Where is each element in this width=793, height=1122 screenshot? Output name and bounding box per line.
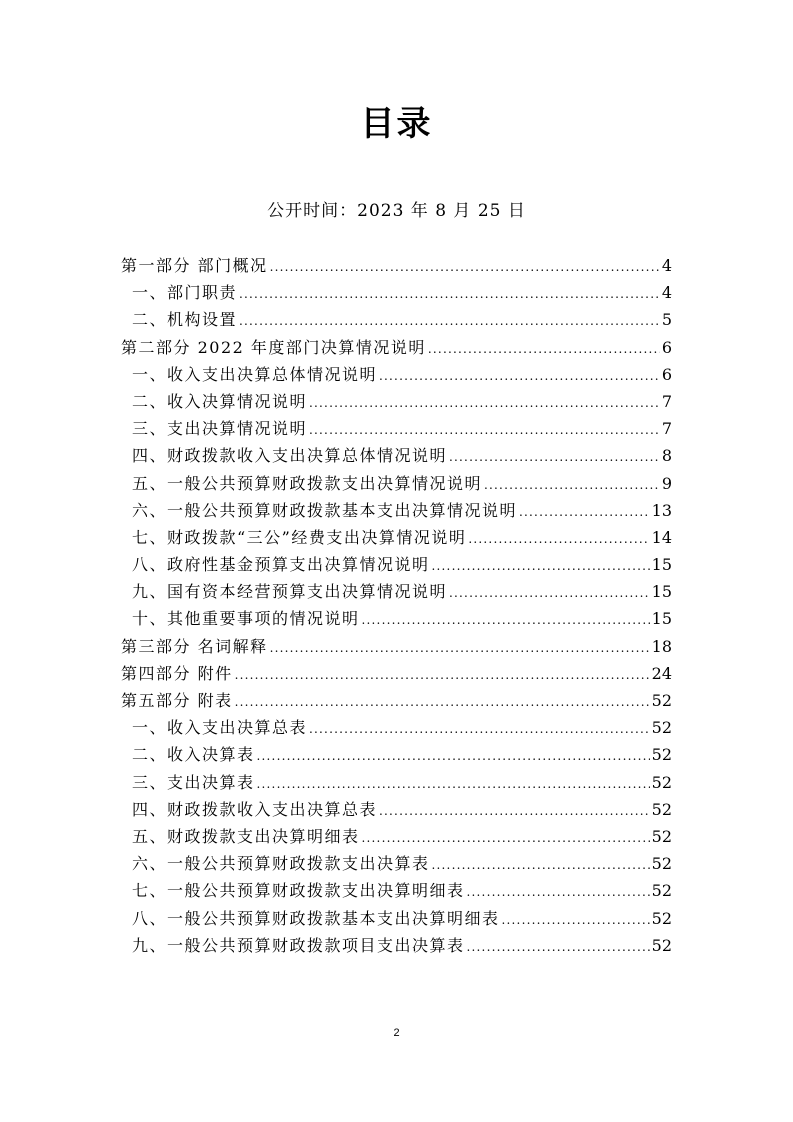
- toc-entry-page: 4: [661, 256, 672, 275]
- toc-dot-leader: [449, 582, 650, 601]
- toc-entry-page: 5: [661, 310, 672, 330]
- toc-entry-label: 五、财政拨款支出决算明细表: [132, 826, 360, 846]
- toc-dot-leader: [239, 283, 660, 302]
- toc-entry[interactable]: [121, 525, 672, 552]
- toc-dot-leader: [519, 501, 650, 520]
- toc-entry-label: 四、财政拨款收入支出决算总体情况说明: [132, 446, 448, 466]
- toc-dot-leader: [309, 718, 650, 737]
- toc-entry[interactable]: [121, 443, 672, 470]
- toc-entry-label: 八、政府性基金预算支出决算情况说明: [132, 555, 430, 575]
- page-number: 2: [393, 1027, 400, 1039]
- toc-entry-page: 52: [651, 718, 672, 738]
- toc-entry-label: 第二部分 2022 年度部门决算情况说明: [121, 337, 426, 357]
- toc-entry[interactable]: [121, 606, 672, 633]
- toc-entry-page: 52: [651, 854, 672, 874]
- toc-dot-leader: [270, 256, 660, 275]
- toc-entry[interactable]: [121, 851, 672, 878]
- toc-entry-label: 六、一般公共预算财政拨款基本支出决算情况说明: [132, 500, 518, 520]
- toc-entry[interactable]: [121, 362, 672, 389]
- toc-entry[interactable]: [121, 280, 672, 307]
- toc-entry[interactable]: [121, 498, 672, 525]
- toc-entry-page: 14: [651, 527, 672, 547]
- toc-entry-page: 13: [651, 500, 672, 520]
- toc-dot-leader: [432, 555, 650, 574]
- toc-dot-leader: [379, 365, 660, 384]
- toc-entry[interactable]: [121, 878, 672, 905]
- toc-entry-label: 第四部分 附件: [121, 663, 233, 683]
- toc-entry-label: 二、机构设置: [132, 310, 238, 330]
- toc-entry[interactable]: [121, 552, 672, 579]
- toc-dot-leader: [379, 800, 650, 819]
- toc-entry-label: 四、财政拨款收入支出决算总表: [132, 799, 378, 819]
- table-of-contents: [121, 253, 672, 960]
- toc-dot-leader: [235, 691, 650, 710]
- toc-entry-label: 十、其他重要事项的情况说明: [132, 609, 360, 629]
- toc-dot-leader: [362, 827, 650, 846]
- toc-dot-leader: [467, 881, 650, 900]
- toc-entry-label: 三、支出决算表: [132, 772, 255, 792]
- toc-dot-leader: [449, 446, 660, 465]
- toc-entry[interactable]: [121, 688, 672, 715]
- toc-entry-label: 六、一般公共预算财政拨款支出决算表: [132, 854, 430, 874]
- toc-entry-page: 8: [661, 446, 672, 466]
- toc-entry-page: 52: [651, 935, 672, 955]
- toc-entry[interactable]: [121, 253, 672, 280]
- toc-entry-label: 第五部分 附表: [121, 691, 233, 710]
- toc-dot-leader: [235, 664, 650, 683]
- toc-entry-label: 一、收入支出决算总体情况说明: [132, 364, 378, 384]
- toc-entry-label: 五、一般公共预算财政拨款支出决算情况说明: [132, 473, 483, 493]
- toc-entry-label: 二、收入决算情况说明: [132, 391, 308, 411]
- toc-dot-leader: [362, 609, 650, 628]
- page-title: 目录: [360, 104, 433, 144]
- toc-dot-leader: [467, 936, 650, 955]
- toc-entry-page: 15: [651, 582, 672, 602]
- toc-entry[interactable]: [121, 634, 672, 661]
- toc-dot-leader: [309, 419, 660, 438]
- toc-entry-page: 4: [661, 283, 672, 303]
- toc-entry-label: 九、一般公共预算财政拨款项目支出决算表: [132, 935, 465, 955]
- toc-entry-page: 9: [661, 473, 672, 493]
- toc-entry[interactable]: [121, 307, 672, 334]
- toc-entry[interactable]: [121, 933, 672, 960]
- toc-entry[interactable]: [121, 389, 672, 416]
- toc-entry-label: 八、一般公共预算财政拨款基本支出决算明细表: [132, 908, 500, 928]
- toc-dot-leader: [257, 773, 650, 792]
- toc-dot-leader: [468, 528, 649, 547]
- toc-entry-page: 52: [651, 881, 672, 901]
- toc-entry-page: 24: [651, 663, 672, 683]
- toc-entry[interactable]: [121, 335, 672, 362]
- toc-entry[interactable]: [121, 416, 672, 443]
- toc-entry-label: 七、财政拨款“三公”经费支出决算情况说明: [132, 527, 467, 547]
- toc-entry-label: 三、支出决算情况说明: [132, 419, 308, 439]
- toc-dot-leader: [428, 338, 660, 357]
- toc-entry-page: 18: [651, 636, 672, 656]
- toc-dot-leader: [309, 392, 660, 411]
- toc-entry[interactable]: [121, 824, 672, 851]
- toc-entry[interactable]: [121, 579, 672, 606]
- toc-entry-page: 15: [651, 555, 672, 575]
- toc-entry-label: 一、部门职责: [132, 283, 238, 303]
- toc-entry-label: 一、收入支出决算总表: [132, 718, 308, 738]
- toc-entry-page: 52: [651, 772, 672, 792]
- toc-entry-page: 52: [651, 826, 672, 846]
- toc-dot-leader: [270, 637, 650, 656]
- toc-entry-page: 52: [651, 745, 672, 765]
- toc-entry[interactable]: [121, 471, 672, 498]
- toc-entry-page: 52: [651, 908, 672, 928]
- toc-dot-leader: [432, 854, 650, 873]
- toc-entry-label: 第一部分 部门概况: [121, 256, 268, 275]
- toc-entry-page: 52: [651, 799, 672, 819]
- toc-entry-page: 15: [651, 609, 672, 629]
- toc-entry[interactable]: [121, 715, 672, 742]
- toc-entry-label: 七、一般公共预算财政拨款支出决算明细表: [132, 881, 465, 901]
- toc-entry-page: 7: [661, 419, 672, 439]
- toc-entry-label: 二、收入决算表: [132, 745, 255, 765]
- toc-entry-page: 7: [661, 391, 672, 411]
- toc-entry-page: 6: [661, 337, 672, 357]
- toc-dot-leader: [484, 474, 660, 493]
- toc-entry-label: 九、国有资本经营预算支出决算情况说明: [132, 582, 448, 602]
- toc-dot-leader: [257, 745, 650, 764]
- toc-entry-label: 第三部分 名词解释: [121, 636, 268, 656]
- publish-date: 公开时间：2023 年 8 月 25 日: [267, 201, 526, 221]
- toc-entry-page: 52: [651, 691, 672, 710]
- toc-entry[interactable]: [121, 906, 672, 933]
- toc-entry[interactable]: [121, 797, 672, 824]
- toc-entry-page: 6: [661, 364, 672, 384]
- toc-entry[interactable]: [121, 742, 672, 769]
- toc-dot-leader: [239, 310, 660, 329]
- toc-dot-leader: [502, 909, 650, 928]
- toc-entry[interactable]: [121, 770, 672, 797]
- toc-entry[interactable]: [121, 661, 672, 688]
